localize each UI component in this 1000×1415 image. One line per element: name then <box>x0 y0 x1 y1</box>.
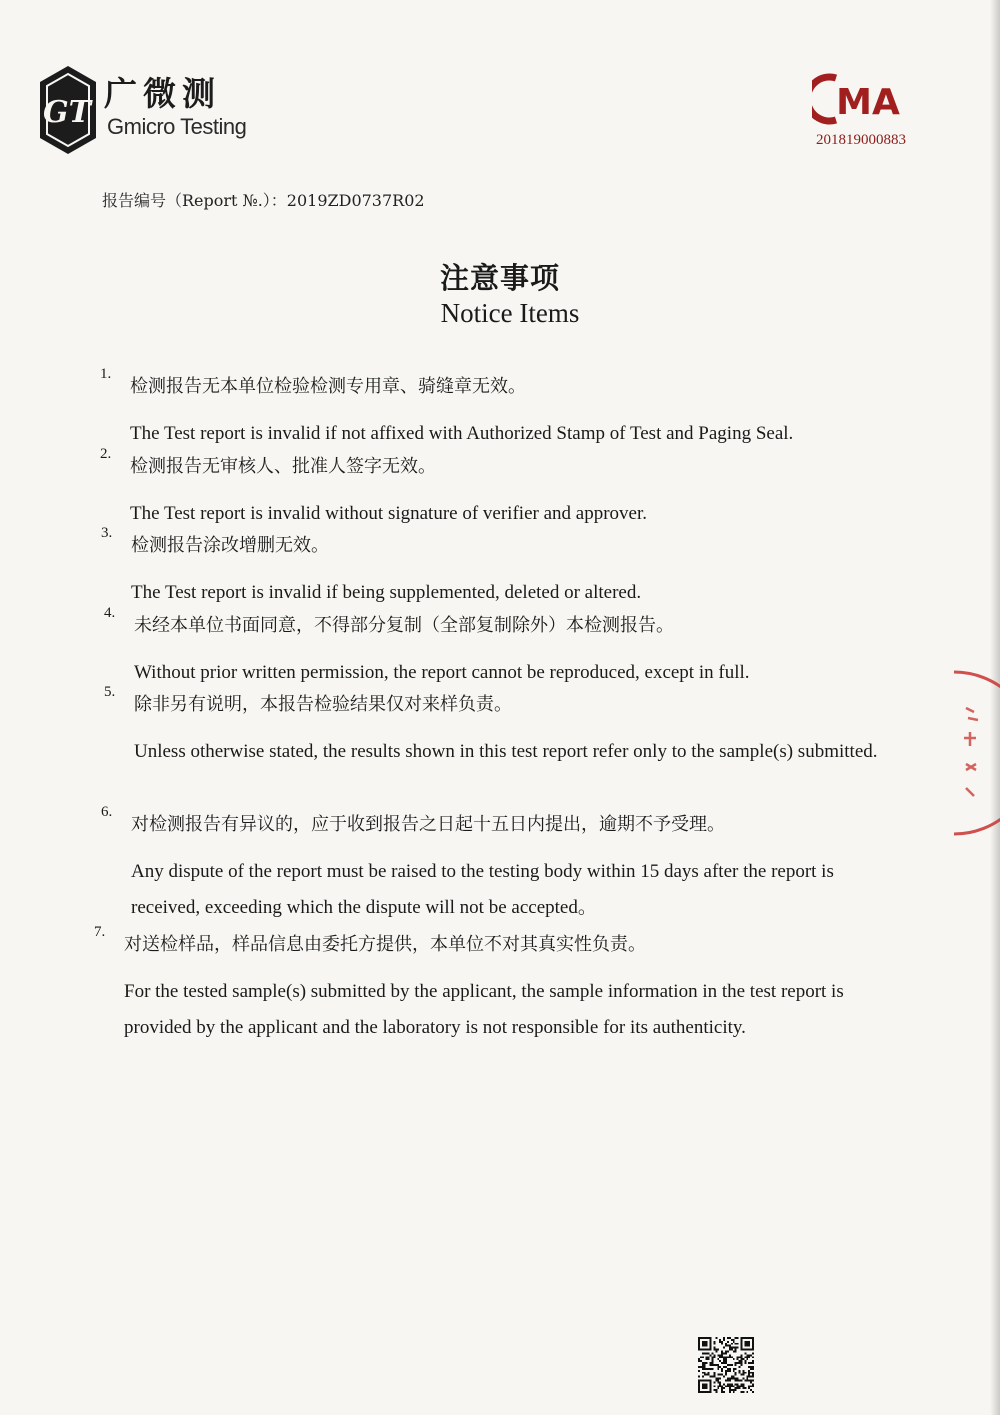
report-number: 报告编号（Report №.）：2019ZD0737R02 <box>102 191 425 210</box>
notice-item-3 <box>101 525 851 611</box>
notice-item-2 <box>100 446 850 532</box>
notice-text-en: Unless otherwise stated, the results shown in this test report refer only to the sample(s) submitted. <box>134 741 878 762</box>
notice-item-7 <box>94 924 889 1046</box>
cma-mark-text: MA <box>836 82 900 123</box>
notice-item-5 <box>104 684 884 770</box>
notice-item-1 <box>100 366 850 452</box>
title-english: Notice Items <box>440 298 580 328</box>
notice-text-en: Without prior written permission, the report cannot be reproduced, except in full. <box>134 662 750 683</box>
notice-text-en: Any dispute of the report must be raised to the testing body within 15 days after the report is received, exceeding which the dispute will not be accepted。 <box>131 861 834 918</box>
notice-text-cn: 对检测报告有异议的，应于收到报告之日起十五日内提出，逾期不予受理。 <box>131 814 725 835</box>
notice-text-cn: 检测报告无审核人、批准人签字无效。 <box>130 456 436 477</box>
notice-number: 7. <box>94 924 106 940</box>
notice-text-en: The Test report is invalid if being supplemented, deleted or altered. <box>131 582 642 603</box>
logo-chinese-name: 广微测 <box>104 74 221 113</box>
notice-number: 3. <box>101 525 113 541</box>
notice-text-cn: 检测报告无本单位检验检测专用章、骑缝章无效。 <box>130 376 526 397</box>
notice-item-4 <box>104 605 854 691</box>
logo-mark-text: GT <box>43 95 91 130</box>
logo-english-name: Gmicro Testing <box>107 114 247 139</box>
notice-text-en: The Test report is invalid if not affixed with Authorized Stamp of Test and Paging Seal. <box>130 423 794 444</box>
notice-text-en: For the tested sample(s) submitted by the applicant, the sample information in the test report is provided by the applicant and the laboratory is not responsible for its authenticity. <box>124 981 844 1038</box>
notice-text-cn: 未经本单位书面同意，不得部分复制（全部复制除外）本检测报告。 <box>134 615 674 636</box>
notice-number: 4. <box>104 605 116 621</box>
notice-text-cn: 检测报告涂改增删无效。 <box>131 535 329 556</box>
notice-number: 5. <box>104 684 116 700</box>
notice-text-cn: 除非另有说明，本报告检验结果仅对来样负责。 <box>134 694 512 715</box>
notice-number: 2. <box>100 446 112 462</box>
paging-seal-stamp-icon <box>936 668 1000 838</box>
notice-text-cn: 对送检样品，样品信息由委托方提供，本单位不对其真实性负责。 <box>124 934 646 955</box>
notice-item-6 <box>101 804 886 926</box>
notice-text-en: The Test report is invalid without signature of verifier and approver. <box>130 503 647 524</box>
notice-number: 1. <box>100 366 112 382</box>
qr-code-icon <box>698 1337 754 1393</box>
notice-number: 6. <box>101 804 113 820</box>
cma-number: 201819000883 <box>816 132 906 148</box>
title-chinese: 注意事项 <box>439 261 560 295</box>
